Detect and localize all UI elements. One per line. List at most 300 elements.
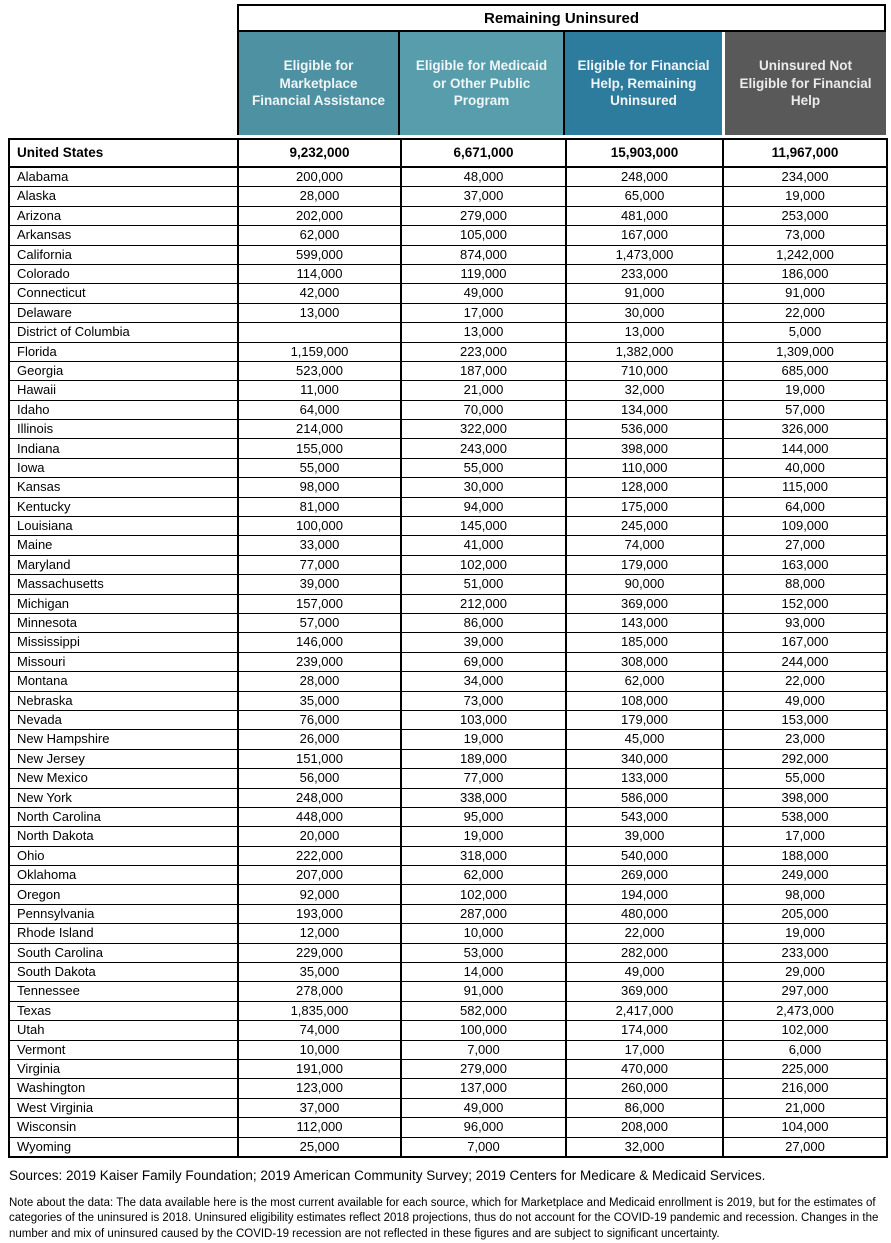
state-name-cell: Nebraska <box>9 691 238 710</box>
value-cell: 108,000 <box>566 691 723 710</box>
value-cell: 86,000 <box>401 613 566 632</box>
value-cell: 37,000 <box>401 187 566 206</box>
value-cell: 480,000 <box>566 904 723 923</box>
value-cell: 88,000 <box>723 575 887 594</box>
state-name-cell: Maryland <box>9 555 238 574</box>
table-row <box>9 866 887 885</box>
table-row <box>9 187 887 206</box>
value-cell: 248,000 <box>238 788 401 807</box>
value-cell: 582,000 <box>401 1001 566 1020</box>
state-name-cell: Pennsylvania <box>9 904 238 923</box>
value-cell: 57,000 <box>238 613 401 632</box>
value-cell: 216,000 <box>723 1079 887 1098</box>
value-cell: 92,000 <box>238 885 401 904</box>
value-cell: 22,000 <box>723 303 887 322</box>
table-row <box>9 206 887 225</box>
value-cell: 19,000 <box>401 730 566 749</box>
state-name-cell: Washington <box>9 1079 238 1098</box>
state-name-cell: Indiana <box>9 439 238 458</box>
value-cell: 45,000 <box>566 730 723 749</box>
value-cell: 151,000 <box>238 749 401 768</box>
value-cell: 244,000 <box>723 652 887 671</box>
value-cell: 94,000 <box>401 497 566 516</box>
table-row <box>9 575 887 594</box>
value-cell: 115,000 <box>723 478 887 497</box>
table-header <box>237 4 886 135</box>
value-cell: 245,000 <box>566 517 723 536</box>
state-name-cell: South Dakota <box>9 963 238 982</box>
state-name-cell: Minnesota <box>9 613 238 632</box>
value-cell: 145,000 <box>401 517 566 536</box>
value-cell: 14,000 <box>401 963 566 982</box>
value-cell: 74,000 <box>566 536 723 555</box>
value-cell <box>238 323 401 342</box>
value-cell: 32,000 <box>566 381 723 400</box>
value-cell: 39,000 <box>401 633 566 652</box>
value-cell: 110,000 <box>566 458 723 477</box>
table-row <box>9 226 887 245</box>
value-cell: 279,000 <box>401 206 566 225</box>
value-cell: 137,000 <box>401 1079 566 1098</box>
value-cell: 77,000 <box>401 769 566 788</box>
value-cell: 536,000 <box>566 420 723 439</box>
state-name-cell: Delaware <box>9 303 238 322</box>
value-cell: 30,000 <box>566 303 723 322</box>
state-name-cell: New Hampshire <box>9 730 238 749</box>
value-cell: 48,000 <box>401 167 566 187</box>
value-cell: 143,000 <box>566 613 723 632</box>
value-cell: 22,000 <box>723 672 887 691</box>
table-row <box>9 517 887 536</box>
value-cell: 86,000 <box>566 1098 723 1117</box>
value-cell: 39,000 <box>566 827 723 846</box>
value-cell: 308,000 <box>566 652 723 671</box>
table-row <box>9 710 887 729</box>
value-cell: 167,000 <box>566 226 723 245</box>
value-cell: 114,000 <box>238 264 401 283</box>
value-cell: 278,000 <box>238 982 401 1001</box>
value-cell: 28,000 <box>238 187 401 206</box>
value-cell: 586,000 <box>566 788 723 807</box>
table-row <box>9 420 887 439</box>
state-name-cell: Missouri <box>9 652 238 671</box>
value-cell: 2,473,000 <box>723 1001 887 1020</box>
value-cell: 369,000 <box>566 982 723 1001</box>
value-cell: 49,000 <box>723 691 887 710</box>
value-cell: 222,000 <box>238 846 401 865</box>
sources-line: Sources: 2019 Kaiser Family Foundation; 2019 American Community Survey; 2019 Centers for Medicare & Medicaid Services. <box>9 1168 766 1183</box>
value-cell: 100,000 <box>238 517 401 536</box>
state-name-cell: Alaska <box>9 187 238 206</box>
value-cell: 157,000 <box>238 594 401 613</box>
value-cell: 186,000 <box>723 264 887 283</box>
table-row <box>9 1001 887 1020</box>
state-name-cell: Virginia <box>9 1059 238 1078</box>
state-name-cell: Texas <box>9 1001 238 1020</box>
totals-row <box>9 139 887 167</box>
table-row <box>9 769 887 788</box>
table-row <box>9 458 887 477</box>
table-row <box>9 400 887 419</box>
value-cell: 62,000 <box>566 672 723 691</box>
value-cell: 543,000 <box>566 807 723 826</box>
table-row <box>9 672 887 691</box>
value-cell: 55,000 <box>723 769 887 788</box>
value-cell: 188,000 <box>723 846 887 865</box>
value-cell: 65,000 <box>566 187 723 206</box>
state-name-cell: Vermont <box>9 1040 238 1059</box>
totals-label: United States <box>9 139 238 167</box>
value-cell: 233,000 <box>723 943 887 962</box>
state-name-cell: Montana <box>9 672 238 691</box>
value-cell: 10,000 <box>238 1040 401 1059</box>
state-name-cell: Utah <box>9 1021 238 1040</box>
table-row <box>9 982 887 1001</box>
table-row <box>9 652 887 671</box>
state-name-cell: Arizona <box>9 206 238 225</box>
state-name-cell: North Carolina <box>9 807 238 826</box>
value-cell: 70,000 <box>401 400 566 419</box>
value-cell: 1,309,000 <box>723 342 887 361</box>
value-cell: 599,000 <box>238 245 401 264</box>
value-cell: 57,000 <box>723 400 887 419</box>
value-cell: 214,000 <box>238 420 401 439</box>
column-header-medicaid-public-program: Eligible for Medicaid or Other Public Program <box>400 32 565 135</box>
value-cell: 248,000 <box>566 167 723 187</box>
table-row <box>9 1137 887 1157</box>
value-cell: 279,000 <box>401 1059 566 1078</box>
table-row <box>9 381 887 400</box>
totals-value-cell: 11,967,000 <box>723 139 887 167</box>
value-cell: 260,000 <box>566 1079 723 1098</box>
value-cell: 19,000 <box>723 924 887 943</box>
state-name-cell: Wisconsin <box>9 1118 238 1137</box>
value-cell: 100,000 <box>401 1021 566 1040</box>
value-cell: 326,000 <box>723 420 887 439</box>
table-row <box>9 323 887 342</box>
table-row <box>9 536 887 555</box>
state-name-cell: West Virginia <box>9 1098 238 1117</box>
value-cell: 27,000 <box>723 536 887 555</box>
value-cell: 112,000 <box>238 1118 401 1137</box>
state-name-cell: Florida <box>9 342 238 361</box>
value-cell: 189,000 <box>401 749 566 768</box>
value-cell: 369,000 <box>566 594 723 613</box>
value-cell: 35,000 <box>238 963 401 982</box>
table-row <box>9 439 887 458</box>
state-name-cell: South Carolina <box>9 943 238 962</box>
table-row <box>9 303 887 322</box>
state-name-cell: Kentucky <box>9 497 238 516</box>
value-cell: 185,000 <box>566 633 723 652</box>
value-cell: 119,000 <box>401 264 566 283</box>
state-name-cell: Tennessee <box>9 982 238 1001</box>
state-name-cell: Nevada <box>9 710 238 729</box>
value-cell: 64,000 <box>238 400 401 419</box>
value-cell: 200,000 <box>238 167 401 187</box>
state-name-cell: Iowa <box>9 458 238 477</box>
value-cell: 297,000 <box>723 982 887 1001</box>
table-row <box>9 264 887 283</box>
table-row <box>9 167 887 187</box>
table-row <box>9 963 887 982</box>
value-cell: 287,000 <box>401 904 566 923</box>
state-name-cell: Idaho <box>9 400 238 419</box>
value-cell: 25,000 <box>238 1137 401 1157</box>
value-cell: 269,000 <box>566 866 723 885</box>
value-cell: 6,000 <box>723 1040 887 1059</box>
value-cell: 208,000 <box>566 1118 723 1137</box>
state-name-cell: Wyoming <box>9 1137 238 1157</box>
value-cell: 104,000 <box>723 1118 887 1137</box>
state-name-cell: Illinois <box>9 420 238 439</box>
table-row <box>9 749 887 768</box>
value-cell: 51,000 <box>401 575 566 594</box>
table-row <box>9 807 887 826</box>
value-cell: 243,000 <box>401 439 566 458</box>
state-name-cell: Kansas <box>9 478 238 497</box>
value-cell: 874,000 <box>401 245 566 264</box>
state-name-cell: District of Columbia <box>9 323 238 342</box>
state-name-cell: California <box>9 245 238 264</box>
state-name-cell: Arkansas <box>9 226 238 245</box>
value-cell: 5,000 <box>723 323 887 342</box>
value-cell: 11,000 <box>238 381 401 400</box>
value-cell: 146,000 <box>238 633 401 652</box>
value-cell: 685,000 <box>723 361 887 380</box>
state-name-cell: Louisiana <box>9 517 238 536</box>
value-cell: 40,000 <box>723 458 887 477</box>
value-cell: 153,000 <box>723 710 887 729</box>
value-cell: 33,000 <box>238 536 401 555</box>
value-cell: 1,242,000 <box>723 245 887 264</box>
state-name-cell: North Dakota <box>9 827 238 846</box>
value-cell: 41,000 <box>401 536 566 555</box>
table-row <box>9 1098 887 1117</box>
value-cell: 249,000 <box>723 866 887 885</box>
value-cell: 30,000 <box>401 478 566 497</box>
value-cell: 21,000 <box>723 1098 887 1117</box>
value-cell: 187,000 <box>401 361 566 380</box>
value-cell: 55,000 <box>401 458 566 477</box>
value-cell: 21,000 <box>401 381 566 400</box>
table-row <box>9 594 887 613</box>
value-cell: 233,000 <box>566 264 723 283</box>
table-row <box>9 846 887 865</box>
value-cell: 20,000 <box>238 827 401 846</box>
value-cell: 481,000 <box>566 206 723 225</box>
state-name-cell: Colorado <box>9 264 238 283</box>
state-name-cell: Maine <box>9 536 238 555</box>
state-name-cell: Connecticut <box>9 284 238 303</box>
value-cell: 62,000 <box>238 226 401 245</box>
table-row <box>9 342 887 361</box>
value-cell: 35,000 <box>238 691 401 710</box>
state-name-cell: Massachusetts <box>9 575 238 594</box>
uninsured-data-table <box>8 138 888 1158</box>
state-name-cell: Rhode Island <box>9 924 238 943</box>
value-cell: 134,000 <box>566 400 723 419</box>
value-cell: 22,000 <box>566 924 723 943</box>
value-cell: 282,000 <box>566 943 723 962</box>
value-cell: 27,000 <box>723 1137 887 1157</box>
group-header-remaining-uninsured: Remaining Uninsured <box>237 4 886 32</box>
table-row <box>9 361 887 380</box>
value-cell: 223,000 <box>401 342 566 361</box>
value-cell: 191,000 <box>238 1059 401 1078</box>
value-cell: 77,000 <box>238 555 401 574</box>
value-cell: 470,000 <box>566 1059 723 1078</box>
state-name-cell: Georgia <box>9 361 238 380</box>
column-header-row <box>237 32 886 135</box>
value-cell: 152,000 <box>723 594 887 613</box>
value-cell: 193,000 <box>238 904 401 923</box>
value-cell: 13,000 <box>238 303 401 322</box>
value-cell: 98,000 <box>723 885 887 904</box>
value-cell: 1,382,000 <box>566 342 723 361</box>
value-cell: 7,000 <box>401 1137 566 1157</box>
value-cell: 105,000 <box>401 226 566 245</box>
state-name-cell: Ohio <box>9 846 238 865</box>
value-cell: 202,000 <box>238 206 401 225</box>
table-row <box>9 633 887 652</box>
state-table-body <box>9 139 887 1157</box>
value-cell: 19,000 <box>723 187 887 206</box>
value-cell: 23,000 <box>723 730 887 749</box>
value-cell: 13,000 <box>566 323 723 342</box>
value-cell: 90,000 <box>566 575 723 594</box>
value-cell: 205,000 <box>723 904 887 923</box>
value-cell: 19,000 <box>401 827 566 846</box>
value-cell: 32,000 <box>566 1137 723 1157</box>
value-cell: 123,000 <box>238 1079 401 1098</box>
value-cell: 1,159,000 <box>238 342 401 361</box>
value-cell: 49,000 <box>566 963 723 982</box>
column-header-financial-help: Eligible for Financial Help, Remaining Uninsured <box>565 32 722 135</box>
value-cell: 39,000 <box>238 575 401 594</box>
table-row <box>9 1079 887 1098</box>
value-cell: 179,000 <box>566 710 723 729</box>
value-cell: 26,000 <box>238 730 401 749</box>
state-name-cell: Oklahoma <box>9 866 238 885</box>
table-row <box>9 924 887 943</box>
value-cell: 102,000 <box>723 1021 887 1040</box>
value-cell: 91,000 <box>566 284 723 303</box>
value-cell: 49,000 <box>401 284 566 303</box>
value-cell: 93,000 <box>723 613 887 632</box>
value-cell: 7,000 <box>401 1040 566 1059</box>
table-row <box>9 943 887 962</box>
value-cell: 292,000 <box>723 749 887 768</box>
value-cell: 91,000 <box>723 284 887 303</box>
value-cell: 53,000 <box>401 943 566 962</box>
value-cell: 95,000 <box>401 807 566 826</box>
value-cell: 42,000 <box>238 284 401 303</box>
value-cell: 102,000 <box>401 885 566 904</box>
table-row <box>9 1021 887 1040</box>
value-cell: 229,000 <box>238 943 401 962</box>
value-cell: 194,000 <box>566 885 723 904</box>
table-row <box>9 904 887 923</box>
table-row <box>9 788 887 807</box>
column-header-marketplace-assistance: Eligible for Marketplace Financial Assistance <box>237 32 400 135</box>
value-cell: 398,000 <box>566 439 723 458</box>
value-cell: 73,000 <box>401 691 566 710</box>
value-cell: 225,000 <box>723 1059 887 1078</box>
table-row <box>9 613 887 632</box>
value-cell: 2,417,000 <box>566 1001 723 1020</box>
value-cell: 103,000 <box>401 710 566 729</box>
value-cell: 174,000 <box>566 1021 723 1040</box>
value-cell: 133,000 <box>566 769 723 788</box>
value-cell: 56,000 <box>238 769 401 788</box>
table-row <box>9 1059 887 1078</box>
table-row <box>9 478 887 497</box>
value-cell: 34,000 <box>401 672 566 691</box>
value-cell: 538,000 <box>723 807 887 826</box>
value-cell: 1,835,000 <box>238 1001 401 1020</box>
value-cell: 128,000 <box>566 478 723 497</box>
value-cell: 81,000 <box>238 497 401 516</box>
value-cell: 49,000 <box>401 1098 566 1117</box>
state-name-cell: New Mexico <box>9 769 238 788</box>
value-cell: 12,000 <box>238 924 401 943</box>
value-cell: 91,000 <box>401 982 566 1001</box>
value-cell: 448,000 <box>238 807 401 826</box>
table-row <box>9 827 887 846</box>
state-name-cell: Hawaii <box>9 381 238 400</box>
value-cell: 109,000 <box>723 517 887 536</box>
table-row <box>9 1040 887 1059</box>
value-cell: 76,000 <box>238 710 401 729</box>
table-row <box>9 730 887 749</box>
value-cell: 523,000 <box>238 361 401 380</box>
value-cell: 55,000 <box>238 458 401 477</box>
table-row <box>9 885 887 904</box>
value-cell: 1,473,000 <box>566 245 723 264</box>
table-row <box>9 1118 887 1137</box>
value-cell: 398,000 <box>723 788 887 807</box>
table-row <box>9 284 887 303</box>
state-name-cell: Oregon <box>9 885 238 904</box>
value-cell: 64,000 <box>723 497 887 516</box>
value-cell: 96,000 <box>401 1118 566 1137</box>
value-cell: 163,000 <box>723 555 887 574</box>
data-note: Note about the data: The data available here is the most current available for each source, which for Marketplace and Medicaid enrollment is 2019, but for the estimates of categories of the uninsured is 2018. Uninsured eligibility estimates reflect 2018 projections, thus do not account for the COVID-19 pandemic and recession. Changes in the number and mix of uninsured caused by the COVID-19 recession are not reflected in these figures and are subject to significant uncertainty. <box>9 1197 879 1240</box>
value-cell: 234,000 <box>723 167 887 187</box>
value-cell: 175,000 <box>566 497 723 516</box>
table-row <box>9 691 887 710</box>
value-cell: 322,000 <box>401 420 566 439</box>
value-cell: 10,000 <box>401 924 566 943</box>
value-cell: 73,000 <box>723 226 887 245</box>
value-cell: 13,000 <box>401 323 566 342</box>
value-cell: 17,000 <box>401 303 566 322</box>
state-name-cell: Alabama <box>9 167 238 187</box>
table-row <box>9 497 887 516</box>
column-header-not-eligible: Uninsured Not Eligible for Financial Help <box>725 32 886 135</box>
totals-value-cell: 15,903,000 <box>566 139 723 167</box>
value-cell: 28,000 <box>238 672 401 691</box>
value-cell: 212,000 <box>401 594 566 613</box>
value-cell: 239,000 <box>238 652 401 671</box>
value-cell: 179,000 <box>566 555 723 574</box>
value-cell: 167,000 <box>723 633 887 652</box>
table-row <box>9 245 887 264</box>
value-cell: 338,000 <box>401 788 566 807</box>
state-name-cell: Mississippi <box>9 633 238 652</box>
value-cell: 19,000 <box>723 381 887 400</box>
